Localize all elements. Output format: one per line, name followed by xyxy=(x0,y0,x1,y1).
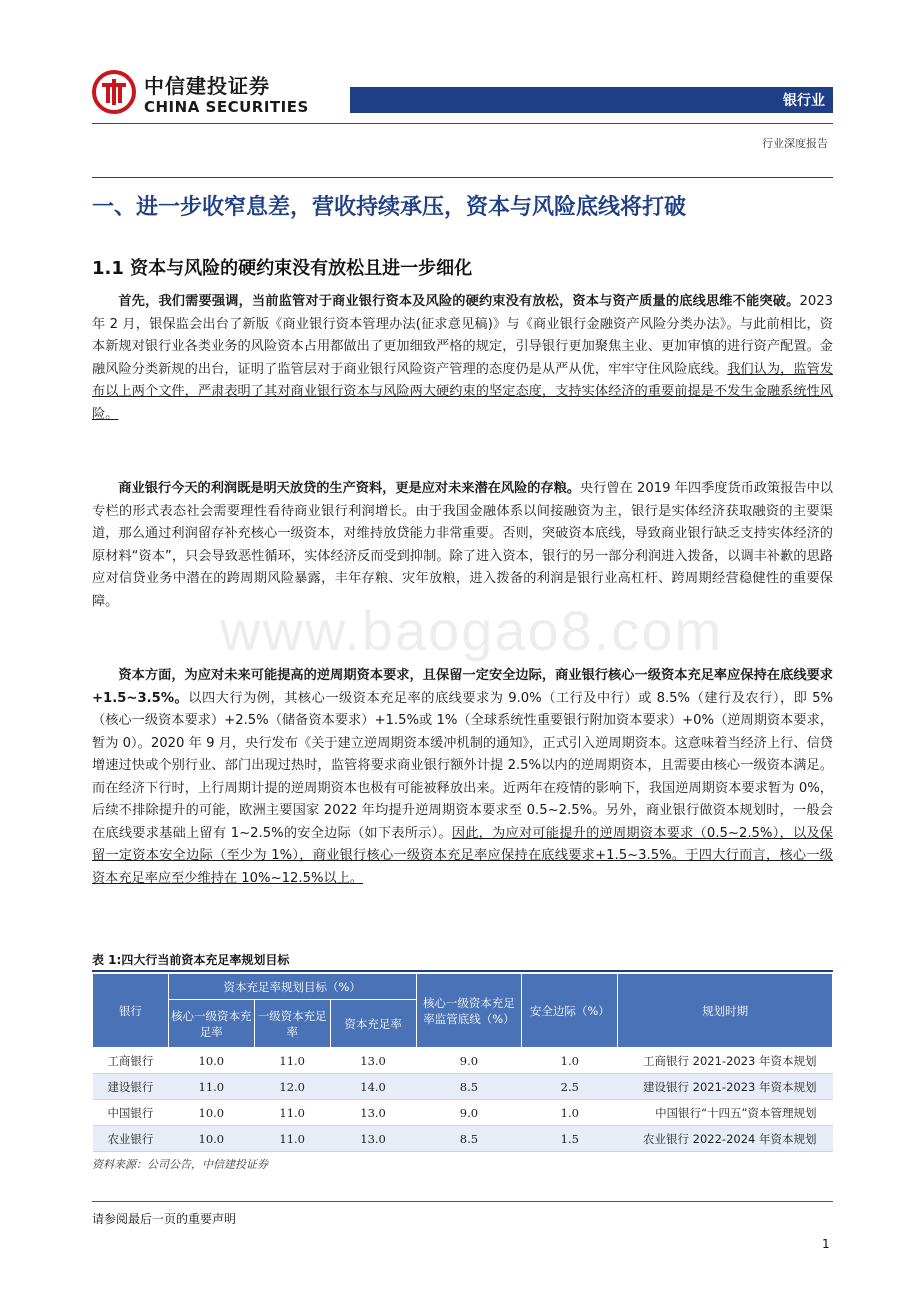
cell-margin: 1.0 xyxy=(522,1048,618,1074)
cell-total: 13.0 xyxy=(330,1100,416,1126)
paragraph-3-lead: 资本方面，为应对未来可能提高的逆周期资本要求，且保留一定安全边际，商业银行核心一级资本充足率应保持在底线要求+1.5~3.5%。 xyxy=(92,668,833,706)
cell-floor: 8.5 xyxy=(416,1074,522,1100)
paragraph-3-conclusion: 因此，为应对可能提升的逆周期资本要求（0.5~2.5%），以及保留一定资本安全边际（至少为 1%），商业银行核心一级资本充足率应保持在底线要求+1.5~3.5%。于四大行而言，核心一级资本充足率应至少维持在 10%~12.5%以上。 xyxy=(92,825,833,886)
table-row xyxy=(93,1074,833,1100)
table-source: 资料来源：公司公告，中信建投证券 xyxy=(92,1158,268,1171)
industry-label: 银行业 xyxy=(783,93,825,109)
cell-period: 农业银行 2022-2024 年资本规划 xyxy=(618,1126,833,1152)
cell-total: 13.0 xyxy=(330,1126,416,1152)
cell-period: 中国银行“十四五”资本管理规划 xyxy=(618,1100,833,1126)
cell-tier1: 11.0 xyxy=(254,1126,330,1152)
table-row xyxy=(93,1048,833,1074)
col-header-period: 规划时期 xyxy=(618,974,833,1048)
watermark: www.baogao8.com xyxy=(220,599,724,662)
cell-core: 10.0 xyxy=(168,1048,254,1074)
cell-core: 10.0 xyxy=(168,1100,254,1126)
col-header-group: 资本充足率规划目标（%） xyxy=(168,974,416,1000)
cell-bank: 中国银行 xyxy=(93,1100,169,1126)
cell-bank: 建设银行 xyxy=(93,1074,169,1100)
col-header-bank: 银行 xyxy=(93,974,169,1048)
table-row xyxy=(93,1126,833,1152)
page-number: 1 xyxy=(822,1237,830,1251)
col-header-margin: 安全边际（%） xyxy=(522,974,618,1048)
header-divider xyxy=(92,123,833,124)
cell-total: 13.0 xyxy=(330,1048,416,1074)
paragraph-1-lead: 首先，我们需要强调，当前监管对于商业银行资本及风险的硬约束没有放松，资本与资产质量的底线思维不能突破。 xyxy=(118,294,800,309)
table-top-rule xyxy=(92,970,833,972)
col-header-tier1: 一级资本充足率 xyxy=(254,1000,330,1048)
cell-period: 工商银行 2021-2023 年资本规划 xyxy=(618,1048,833,1074)
cell-tier1: 11.0 xyxy=(254,1048,330,1074)
cell-margin: 1.5 xyxy=(522,1126,618,1152)
paragraph-1-conclusion: 我们认为，监管发布以上两个文件，严肃表明了其对商业银行资本与风险两大硬约束的坚定态度，支持实体经济的重要前提是不发生金融系统性风险。 xyxy=(92,361,834,422)
table-row xyxy=(93,1100,833,1126)
paragraph-1-body: 2023 年 2 月，银保监会出台了新版《商业银行资本管理办法(征求意见稿)》与《商业银行金融资产风险分类办法》。与此前相比，资本新规对银行业各类业务的风险资本占用都做出了更加细致严格的规定，引导银行更加聚焦主业、更加审慎的进行资产配置。金融风险分类新规的出台，证明了监管层对于商业银行风险资产管理的态度仍是从严从优，牢牢守住风险底线。 xyxy=(92,294,833,377)
paragraph-2-body: 央行曾在 2019 年四季度货币政策报告中以专栏的形式表态社会需要理性看待商业银行利润增长。由于我国金融体系以间接融资为主，银行是实体经济获取融资的主要渠道，那么通过利润留存补充核心一级资本，对维持放贷能力非常重要。否则，突破资本底线，导致商业银行缺乏支持实体经济的原材料“资本”，只会导致恶性循环，实体经济反而受到抑制。除了进入资本，银行的另一部分利润进入拨备，以调丰补歉的思路应对信贷业务中潜在的跨周期风险暴露，丰年存粮、灾年放粮，进入拨备的利润是银行业高杠杆、跨周期经营稳健性的重要保障。 xyxy=(92,481,833,609)
footer-disclaimer: 请参阅最后一页的重要声明 xyxy=(92,1212,237,1226)
capital-plan-table xyxy=(92,973,833,1152)
cell-bank: 工商银行 xyxy=(93,1048,169,1074)
industry-banner xyxy=(350,87,833,113)
col-header-total: 资本充足率 xyxy=(330,1000,416,1048)
cell-period: 建设银行 2021-2023 年资本规划 xyxy=(618,1074,833,1100)
footer-divider xyxy=(92,1201,833,1202)
paragraph-1 xyxy=(92,291,833,426)
paragraph-2 xyxy=(92,478,833,613)
paragraph-3-body: 以四大行为例，其核心一级资本充足率的底线要求为 9.0%（工行及中行）或 8.5%（建行及农行），即 5%（核心一级资本要求）+2.5%（储备资本要求）+1.5%或 1%（全球系统性重要银行附加资本要求）+0%（逆周期资本要求，暂为 0）。2020 年 9 月，央行发布《关于建立逆周期资本缓冲机制的通知》，正式引入逆周期资本。这意味着当经济上行、信贷增速过快或个别行业、部门出现过热时，监管将要求商业银行额外计提 2.5%以内的逆周期资本，且需要由核心一级资本满足。而在经济下行时，上行周期计提的逆周期资本也极有可能被释放出来。近两年在疫情的影响下，我国逆周期资本要求暂为 0%，后续不排除提升的可能，欧洲主要国家 2022 年均提升逆周期资本要求至 0.5~2.5%。另外，商业银行做资本规划时，一般会在底线要求基础上留有 1~2.5%的安全边际（如下表所示）。 xyxy=(92,690,833,841)
paragraph-2-lead: 商业银行今天的利润既是明天放贷的生产资料，更是应对未来潜在风险的存粮。 xyxy=(118,481,581,496)
cell-core: 11.0 xyxy=(168,1074,254,1100)
col-header-core-tier1: 核心一级资本充足率 xyxy=(168,1000,254,1048)
cell-core: 10.0 xyxy=(168,1126,254,1152)
cell-floor: 9.0 xyxy=(416,1100,522,1126)
cell-floor: 8.5 xyxy=(416,1126,522,1152)
report-type: 行业深度报告 xyxy=(762,137,828,150)
citic-logo-icon xyxy=(92,70,136,114)
col-header-floor: 核心一级资本充足率监管底线（%） xyxy=(416,974,522,1048)
cell-margin: 2.5 xyxy=(522,1074,618,1100)
cell-tier1: 11.0 xyxy=(254,1100,330,1126)
table-title: 表 1:四大行当前资本充足率规划目标 xyxy=(92,953,290,967)
brand-name-cn: 中信建投证券 xyxy=(144,74,270,98)
cell-margin: 1.0 xyxy=(522,1100,618,1126)
cell-floor: 9.0 xyxy=(416,1048,522,1074)
header-divider-2 xyxy=(92,177,833,178)
paragraph-3 xyxy=(92,665,833,890)
subsection-heading: 1.1 资本与风险的硬约束没有放松且进一步细化 xyxy=(92,258,473,279)
cell-bank: 农业银行 xyxy=(93,1126,169,1152)
cell-tier1: 12.0 xyxy=(254,1074,330,1100)
section-heading: 一、进一步收窄息差，营收持续承压，资本与风险底线将打破 xyxy=(92,195,687,220)
brand-name-en: CHINA SECURITIES xyxy=(144,98,309,116)
cell-total: 14.0 xyxy=(330,1074,416,1100)
